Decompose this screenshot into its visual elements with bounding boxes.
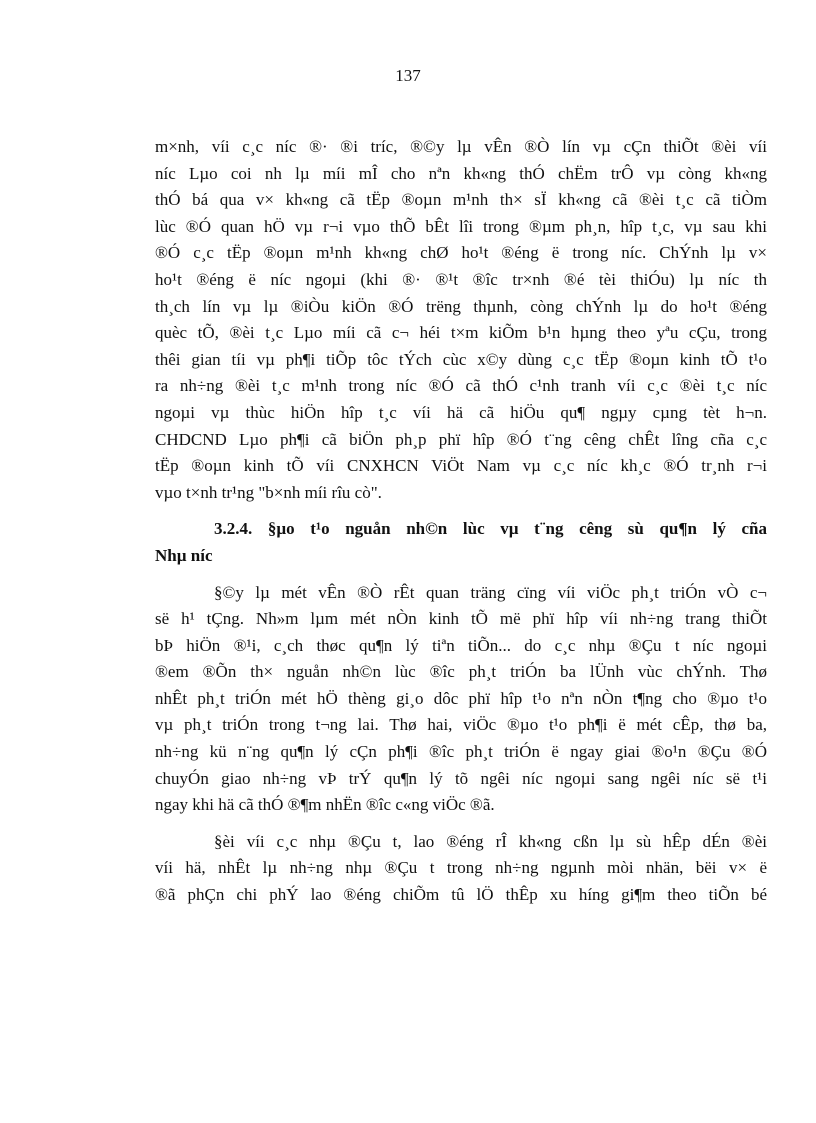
text-line: tËp ®oµn kinh tÕ víi CNXHCN ViÖt Nam vµ c¸c níc kh¸c ®Ó tr¸nh r¬i xyxy=(155,456,767,476)
text-line: thÓ bá qua v× kh«ng cã tËp ®oµn m¹nh th× sÏ kh«ng cã ®èi t¸c cã tiÒm xyxy=(155,190,767,210)
paragraph xyxy=(155,580,767,819)
heading-line: 3.2.4. §µo t¹o nguån nh©n lùc vµ t¨ng cêng sù qu¶n lý cña xyxy=(214,519,767,539)
text-line: thêi gian tíi vµ ph¶i tiÕp tôc tÝch cùc x©y dùng c¸c tËp ®oµn kinh tÕ t¹o xyxy=(155,349,767,369)
text-line: ngoµi vµ thùc hiÖn hîp t¸c víi hä cã hiÖu qu¶ ngµy cµng tèt h¬n. xyxy=(155,402,767,422)
text-line: ®Ó c¸c tËp ®oµn m¹nh kh«ng chØ ho¹t ®éng ë trong níc. ChÝnh lµ v× xyxy=(155,243,767,263)
text-line: quèc tÕ, ®èi t¸c Lµo míi cã c¬ héi t×m kiÕm b¹n hµng theo yªu cÇu, trong xyxy=(155,323,767,343)
text-line: chuyÓn giao nh÷ng vÞ trÝ qu¶n lý tõ ngêi níc ngoµi sang ngêi níc së t¹i xyxy=(155,768,767,788)
text-line: ®em ®Õn th× nguån nh©n lùc ®îc ph¸t triÓn ba lÜnh vùc chÝnh. Thø xyxy=(155,662,767,682)
text-line: bÞ hiÖn ®¹i, c¸ch thøc qu¶n lý tiªn tiÕn... do c¸c nhµ ®Çu t níc ngoµi xyxy=(155,635,767,655)
section-heading xyxy=(155,516,767,569)
text-line: vµ ph¸t triÓn trong t¬ng lai. Thø hai, viÖc ®µo t¹o ph¶i ë mét cÊp, thø ba, xyxy=(155,715,767,735)
page-content xyxy=(155,134,767,909)
text-line: ®ã phÇn chi phÝ lao ®éng chiÕm tû lÖ thÊp xu híng gi¶m theo tiÕn bé xyxy=(155,885,767,905)
text-line: ho¹t ®éng ë níc ngoµi (khi ®· ®¹t ®îc tr×nh ®é tèi thiÓu) lµ níc th xyxy=(155,269,767,289)
paragraph xyxy=(155,134,767,506)
text-line: lùc ®Ó quan hÖ vµ r¬i vµo thÕ bÊt lîi trong ®µm ph¸n, hîp t¸c, vµ sau khi xyxy=(155,216,767,236)
text-line: CHDCND Lµo ph¶i cã biÖn ph¸p phï hîp ®Ó t¨ng cêng chÊt lîng cña c¸c xyxy=(155,429,767,449)
page-number: 137 xyxy=(395,66,421,85)
heading-line: Nhµ níc xyxy=(155,545,213,565)
text-line: ra nh÷ng ®èi t¸c m¹nh trong níc ®Ó cã thÓ c¹nh tranh víi c¸c ®èi t¸c níc xyxy=(155,376,767,396)
text-line: së h¹ tÇng. Nh»m lµm mét nÒn kinh tÕ më phï hîp víi nh÷ng trang thiÕt xyxy=(155,609,767,629)
text-line: vµo t×nh tr¹ng "b×nh míi rîu cò". xyxy=(155,482,382,502)
text-line: th¸ch lín vµ lµ ®iÒu kiÖn ®Ó trëng thµnh, còng chÝnh lµ do ho¹t ®éng xyxy=(155,296,767,316)
paragraph xyxy=(155,829,767,909)
text-line: ngay khi hä cã thÓ ®¶m nhËn ®îc c«ng viÖc ®ã. xyxy=(155,795,495,815)
text-line: níc Lµo coi nh lµ míi mÎ cho nªn kh«ng thÓ chËm trÔ vµ còng kh«ng xyxy=(155,163,767,183)
text-line: nhÊt ph¸t triÓn mét hÖ thèng gi¸o dôc phï hîp t¹o nªn nÒn t¶ng cho ®µo t¹o xyxy=(155,688,767,708)
text-line: m×nh, víi c¸c níc ®· ®i tríc, ®©y lµ vÊn ®Ò lín vµ cÇn thiÕt ®èi víi xyxy=(155,137,767,156)
text-line: nh÷ng kü n¨ng qu¶n lý cÇn ph¶i ®îc ph¸t triÓn ë ngay giai ®o¹n ®Çu ®Ó xyxy=(155,742,767,762)
text-line: §èi víi c¸c nhµ ®Çu t, lao ®éng rÎ kh«ng cßn lµ sù hÊp dÉn ®èi xyxy=(214,831,767,851)
text-line: víi hä, nhÊt lµ nh÷ng nhµ ®Çu t trong nh÷ng ngµnh mòi nhän, bëi v× ë xyxy=(155,858,767,878)
text-line: §©y lµ mét vÊn ®Ò rÊt quan träng cïng víi viÖc ph¸t triÓn vÒ c¬ xyxy=(214,582,767,602)
